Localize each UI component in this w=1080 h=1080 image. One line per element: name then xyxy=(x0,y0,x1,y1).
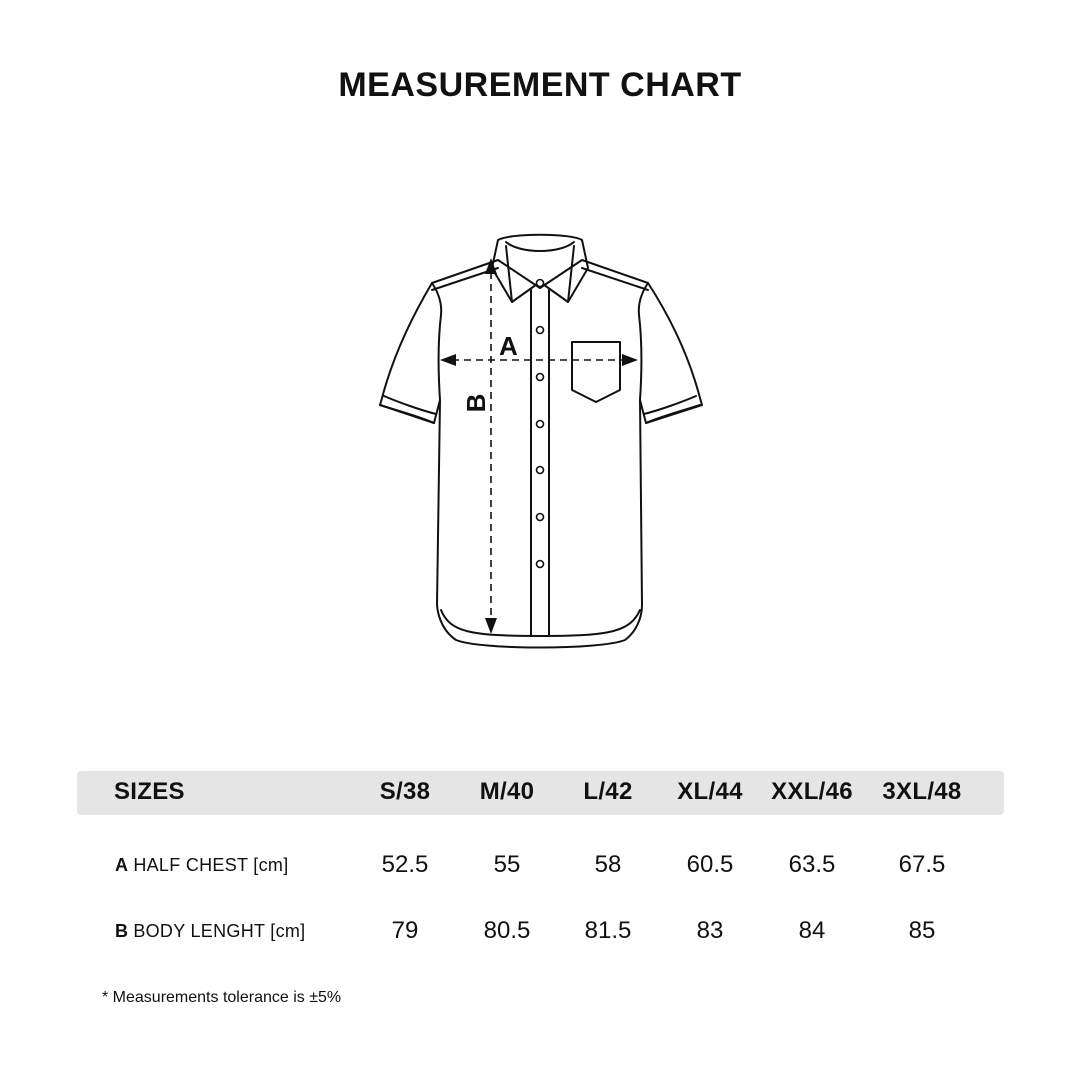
size-header: M/40 xyxy=(479,778,535,805)
size-table xyxy=(77,771,1004,944)
measure-b xyxy=(485,258,497,634)
table-cell: 60.5 xyxy=(686,851,734,878)
buttons xyxy=(537,280,544,568)
page-title: MEASUREMENT CHART xyxy=(338,66,742,104)
chest-pocket xyxy=(572,342,620,402)
row-label: B BODY LENGHT [cm] xyxy=(115,921,306,941)
size-header: XXL/46 xyxy=(771,778,853,805)
collar xyxy=(492,235,588,302)
size-header: L/42 xyxy=(583,778,633,805)
table-cell: 85 xyxy=(908,917,936,944)
table-row-half-chest xyxy=(77,851,1004,881)
table-cell: 81.5 xyxy=(584,917,632,944)
table-cell: 55 xyxy=(493,851,521,878)
table-header-row xyxy=(77,771,1004,815)
row-label: A HALF CHEST [cm] xyxy=(115,855,289,875)
label-b: B xyxy=(461,393,491,413)
size-header: 3XL/48 xyxy=(882,778,962,805)
size-header: S/38 xyxy=(379,778,431,805)
label-a: A xyxy=(499,331,518,361)
table-cell: 83 xyxy=(696,917,724,944)
table-row-body-length xyxy=(77,917,1004,947)
measure-a xyxy=(440,354,638,366)
shirt-diagram xyxy=(370,225,710,655)
tolerance-footnote: * Measurements tolerance is ±5% xyxy=(102,989,342,1006)
shirt-body-outline xyxy=(380,260,702,648)
sizes-header: SIZES xyxy=(114,778,185,805)
size-header: XL/44 xyxy=(677,778,743,805)
table-cell: 80.5 xyxy=(483,917,531,944)
table-cell: 84 xyxy=(798,917,826,944)
table-cell: 52.5 xyxy=(381,851,429,878)
shirt-illustration xyxy=(370,225,710,655)
table-cell: 58 xyxy=(594,851,622,878)
table-cell: 67.5 xyxy=(898,851,946,878)
table-cell: 79 xyxy=(391,917,419,944)
table-cell: 63.5 xyxy=(788,851,836,878)
